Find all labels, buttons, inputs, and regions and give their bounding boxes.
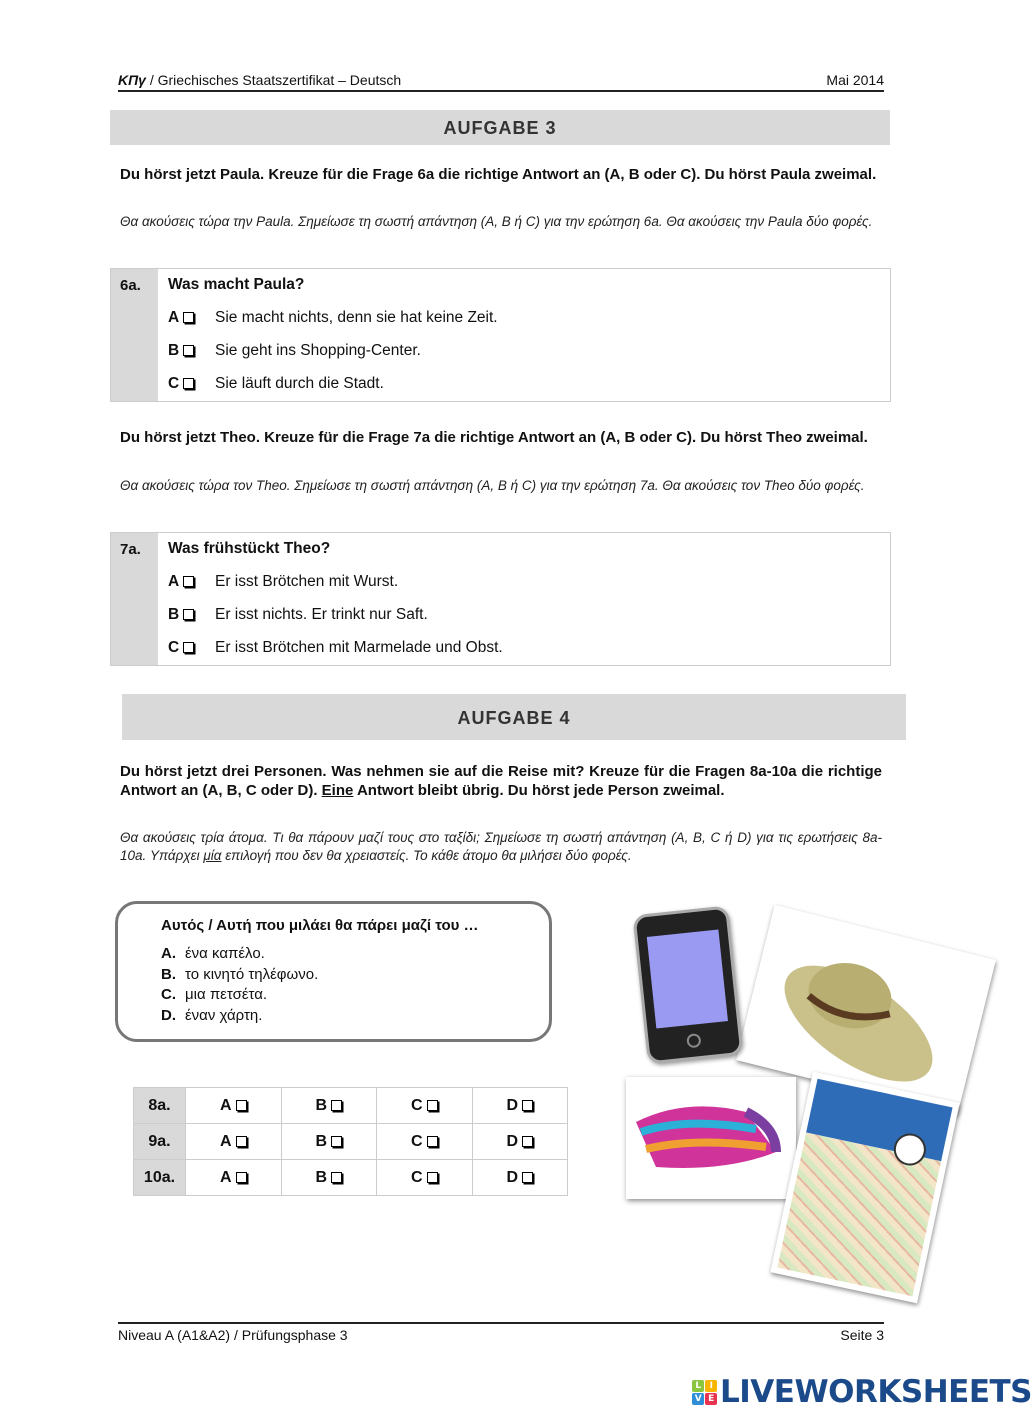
logo-tiles-icon: L I V E bbox=[692, 1380, 717, 1405]
answer-option-a[interactable] bbox=[186, 1088, 282, 1124]
row-label: 9a. bbox=[134, 1124, 186, 1160]
answer-option-a[interactable] bbox=[186, 1124, 282, 1160]
page-header bbox=[118, 72, 884, 92]
box-option-d: D. έναν χάρτη. bbox=[161, 1006, 263, 1024]
option-letter: B bbox=[168, 606, 180, 623]
instruction-text: Antwort bleibt übrig. Du hörst jede Person zweimal. bbox=[353, 782, 725, 799]
aufgabe3-heading: AUFGABE 3 bbox=[110, 110, 890, 145]
option-letter: C bbox=[168, 375, 180, 392]
checkbox[interactable] bbox=[427, 1172, 438, 1183]
box-option-b: B. το κινητό τηλέφωνο. bbox=[161, 965, 319, 983]
answer-option-d[interactable] bbox=[472, 1160, 568, 1196]
option-text: Er isst nichts. Er trinkt nur Saft. bbox=[215, 606, 428, 623]
answer-option-b[interactable] bbox=[281, 1160, 377, 1196]
checkbox[interactable] bbox=[236, 1100, 247, 1111]
towel-image bbox=[626, 1077, 796, 1199]
checkbox[interactable] bbox=[522, 1100, 533, 1111]
option-a[interactable] bbox=[168, 309, 880, 342]
checkbox[interactable] bbox=[331, 1172, 342, 1183]
answer-option-c[interactable] bbox=[377, 1124, 473, 1160]
checkbox[interactable] bbox=[183, 378, 194, 389]
instruction-text: Θα ακούσεις τρία άτομα. Τι θα πάρουν μαζί τους στο ταξίδι; Σημείωσε τη σωστή απάντηση (A, B, C ή D) για τις ερωτήσεις 8a-10a. Υπάρχει bbox=[120, 830, 882, 863]
option-letter: C bbox=[410, 1132, 423, 1150]
liveworksheets-logo[interactable] bbox=[692, 1374, 1032, 1410]
checkbox[interactable] bbox=[427, 1136, 438, 1147]
option-letter: A bbox=[219, 1168, 232, 1186]
question-6a bbox=[110, 268, 891, 402]
instruction-underlined: Eine bbox=[321, 782, 354, 799]
option-letter: A bbox=[168, 309, 180, 326]
option-text: Sie macht nichts, denn sie hat keine Zeit. bbox=[215, 309, 498, 326]
option-letter: B bbox=[315, 1168, 328, 1186]
answer-option-b[interactable] bbox=[281, 1124, 377, 1160]
option-letter: A bbox=[168, 573, 180, 590]
option-letter: B bbox=[315, 1132, 328, 1150]
option-c[interactable] bbox=[168, 639, 880, 672]
option-b[interactable] bbox=[168, 606, 880, 639]
q7-instruction: Du hörst jetzt Theo. Kreuze für die Frage 7a die richtige Antwort an (A, B oder C). Du hörst Theo zweimal. bbox=[120, 429, 868, 446]
question-text: Was macht Paula? bbox=[168, 276, 305, 293]
answer-row bbox=[134, 1088, 568, 1124]
aufgabe4-heading: AUFGABE 4 bbox=[122, 694, 906, 740]
logo-text: LIVEWORKSHEETS bbox=[720, 1374, 1032, 1410]
answer-row bbox=[134, 1124, 568, 1160]
answer-option-a[interactable] bbox=[186, 1160, 282, 1196]
checkbox[interactable] bbox=[427, 1100, 438, 1111]
checkbox[interactable] bbox=[331, 1100, 342, 1111]
option-text: Er isst Brötchen mit Wurst. bbox=[215, 573, 399, 590]
page-footer bbox=[118, 1322, 884, 1343]
q6-instruction: Du hörst jetzt Paula. Kreuze für die Frage 6a die richtige Antwort an (A, B oder C). Du hörst Paula zweimal. bbox=[120, 166, 877, 183]
option-letter: D bbox=[506, 1168, 519, 1186]
q7-instruction-greek: Θα ακούσεις τώρα τον Theo. Σημείωσε τη σωστή απάντηση (A, B ή C) για την ερώτηση 7a. Θα ακούσεις τον Theo δύο φορές. bbox=[120, 478, 865, 493]
checkbox[interactable] bbox=[522, 1136, 533, 1147]
checkbox[interactable] bbox=[331, 1136, 342, 1147]
question-number: 7a. bbox=[111, 533, 158, 665]
aufgabe4-instruction bbox=[120, 762, 882, 800]
answer-table bbox=[133, 1087, 568, 1196]
checkbox[interactable] bbox=[183, 576, 194, 587]
footer-level: Niveau A (A1&A2) / Prüfungsphase 3 bbox=[118, 1327, 348, 1343]
options-box bbox=[115, 901, 552, 1042]
row-label: 8a. bbox=[134, 1088, 186, 1124]
option-text: Er isst Brötchen mit Marmelade und Obst. bbox=[215, 639, 503, 656]
answer-option-d[interactable] bbox=[472, 1088, 568, 1124]
mobile-phone-image bbox=[632, 905, 743, 1064]
answer-option-b[interactable] bbox=[281, 1088, 377, 1124]
option-letter: A bbox=[219, 1096, 232, 1114]
checkbox[interactable] bbox=[236, 1136, 247, 1147]
option-letter: B bbox=[315, 1096, 328, 1114]
q6-instruction-greek: Θα ακούσεις τώρα την Paula. Σημείωσε τη σωστή απάντηση (A, B ή C) για την ερώτηση 6a. Θα ακούσεις την Paula δύο φορές. bbox=[120, 214, 873, 229]
page-number: Seite 3 bbox=[840, 1327, 884, 1343]
option-letter: C bbox=[410, 1096, 423, 1114]
answer-row bbox=[134, 1160, 568, 1196]
instruction-underlined: μία bbox=[203, 848, 222, 863]
header-title: / Griechisches Staatszertifikat – Deutsch bbox=[145, 72, 402, 88]
option-letter: D bbox=[506, 1132, 519, 1150]
checkbox[interactable] bbox=[183, 642, 194, 653]
question-number: 6a. bbox=[111, 269, 158, 401]
option-letter: C bbox=[168, 639, 180, 656]
option-text: Sie läuft durch die Stadt. bbox=[215, 375, 384, 392]
option-letter: C bbox=[410, 1168, 423, 1186]
checkbox[interactable] bbox=[236, 1172, 247, 1183]
instruction-text: Du hörst jetzt drei Personen. Was nehmen sie auf die Reise mit? Kreuze für die Fragen 8a-10a die richtige Antwort an (A, B, C oder D). bbox=[120, 763, 882, 799]
aufgabe4-instruction-greek bbox=[120, 829, 882, 865]
checkbox[interactable] bbox=[183, 345, 194, 356]
option-letter: A bbox=[219, 1132, 232, 1150]
checkbox[interactable] bbox=[183, 312, 194, 323]
answer-option-c[interactable] bbox=[377, 1160, 473, 1196]
answer-option-d[interactable] bbox=[472, 1124, 568, 1160]
option-b[interactable] bbox=[168, 342, 880, 375]
option-a[interactable] bbox=[168, 573, 880, 606]
question-text: Was frühstückt Theo? bbox=[168, 540, 331, 557]
instruction-text: επιλογή που δεν θα χρειαστείς. Το κάθε άτομο θα μιλήσει δύο φορές. bbox=[221, 848, 632, 863]
header-abbrev: ΚΠγ bbox=[118, 72, 146, 88]
row-label: 10a. bbox=[134, 1160, 186, 1196]
box-option-a: A. ένα καπέλο. bbox=[161, 945, 265, 962]
option-letter: B bbox=[168, 342, 180, 359]
checkbox[interactable] bbox=[183, 609, 194, 620]
option-text: Sie geht ins Shopping-Center. bbox=[215, 342, 421, 359]
box-option-c: C. μια πετσέτα. bbox=[161, 986, 268, 1003]
map-image bbox=[770, 1072, 959, 1304]
option-c[interactable] bbox=[168, 375, 880, 408]
question-7a bbox=[110, 532, 891, 666]
header-date: Mai 2014 bbox=[826, 72, 884, 88]
option-letter: D bbox=[506, 1096, 519, 1114]
options-box-title: Αυτός / Αυτή που μιλάει θα πάρει μαζί του … bbox=[161, 917, 479, 934]
checkbox[interactable] bbox=[522, 1172, 533, 1183]
answer-option-c[interactable] bbox=[377, 1088, 473, 1124]
